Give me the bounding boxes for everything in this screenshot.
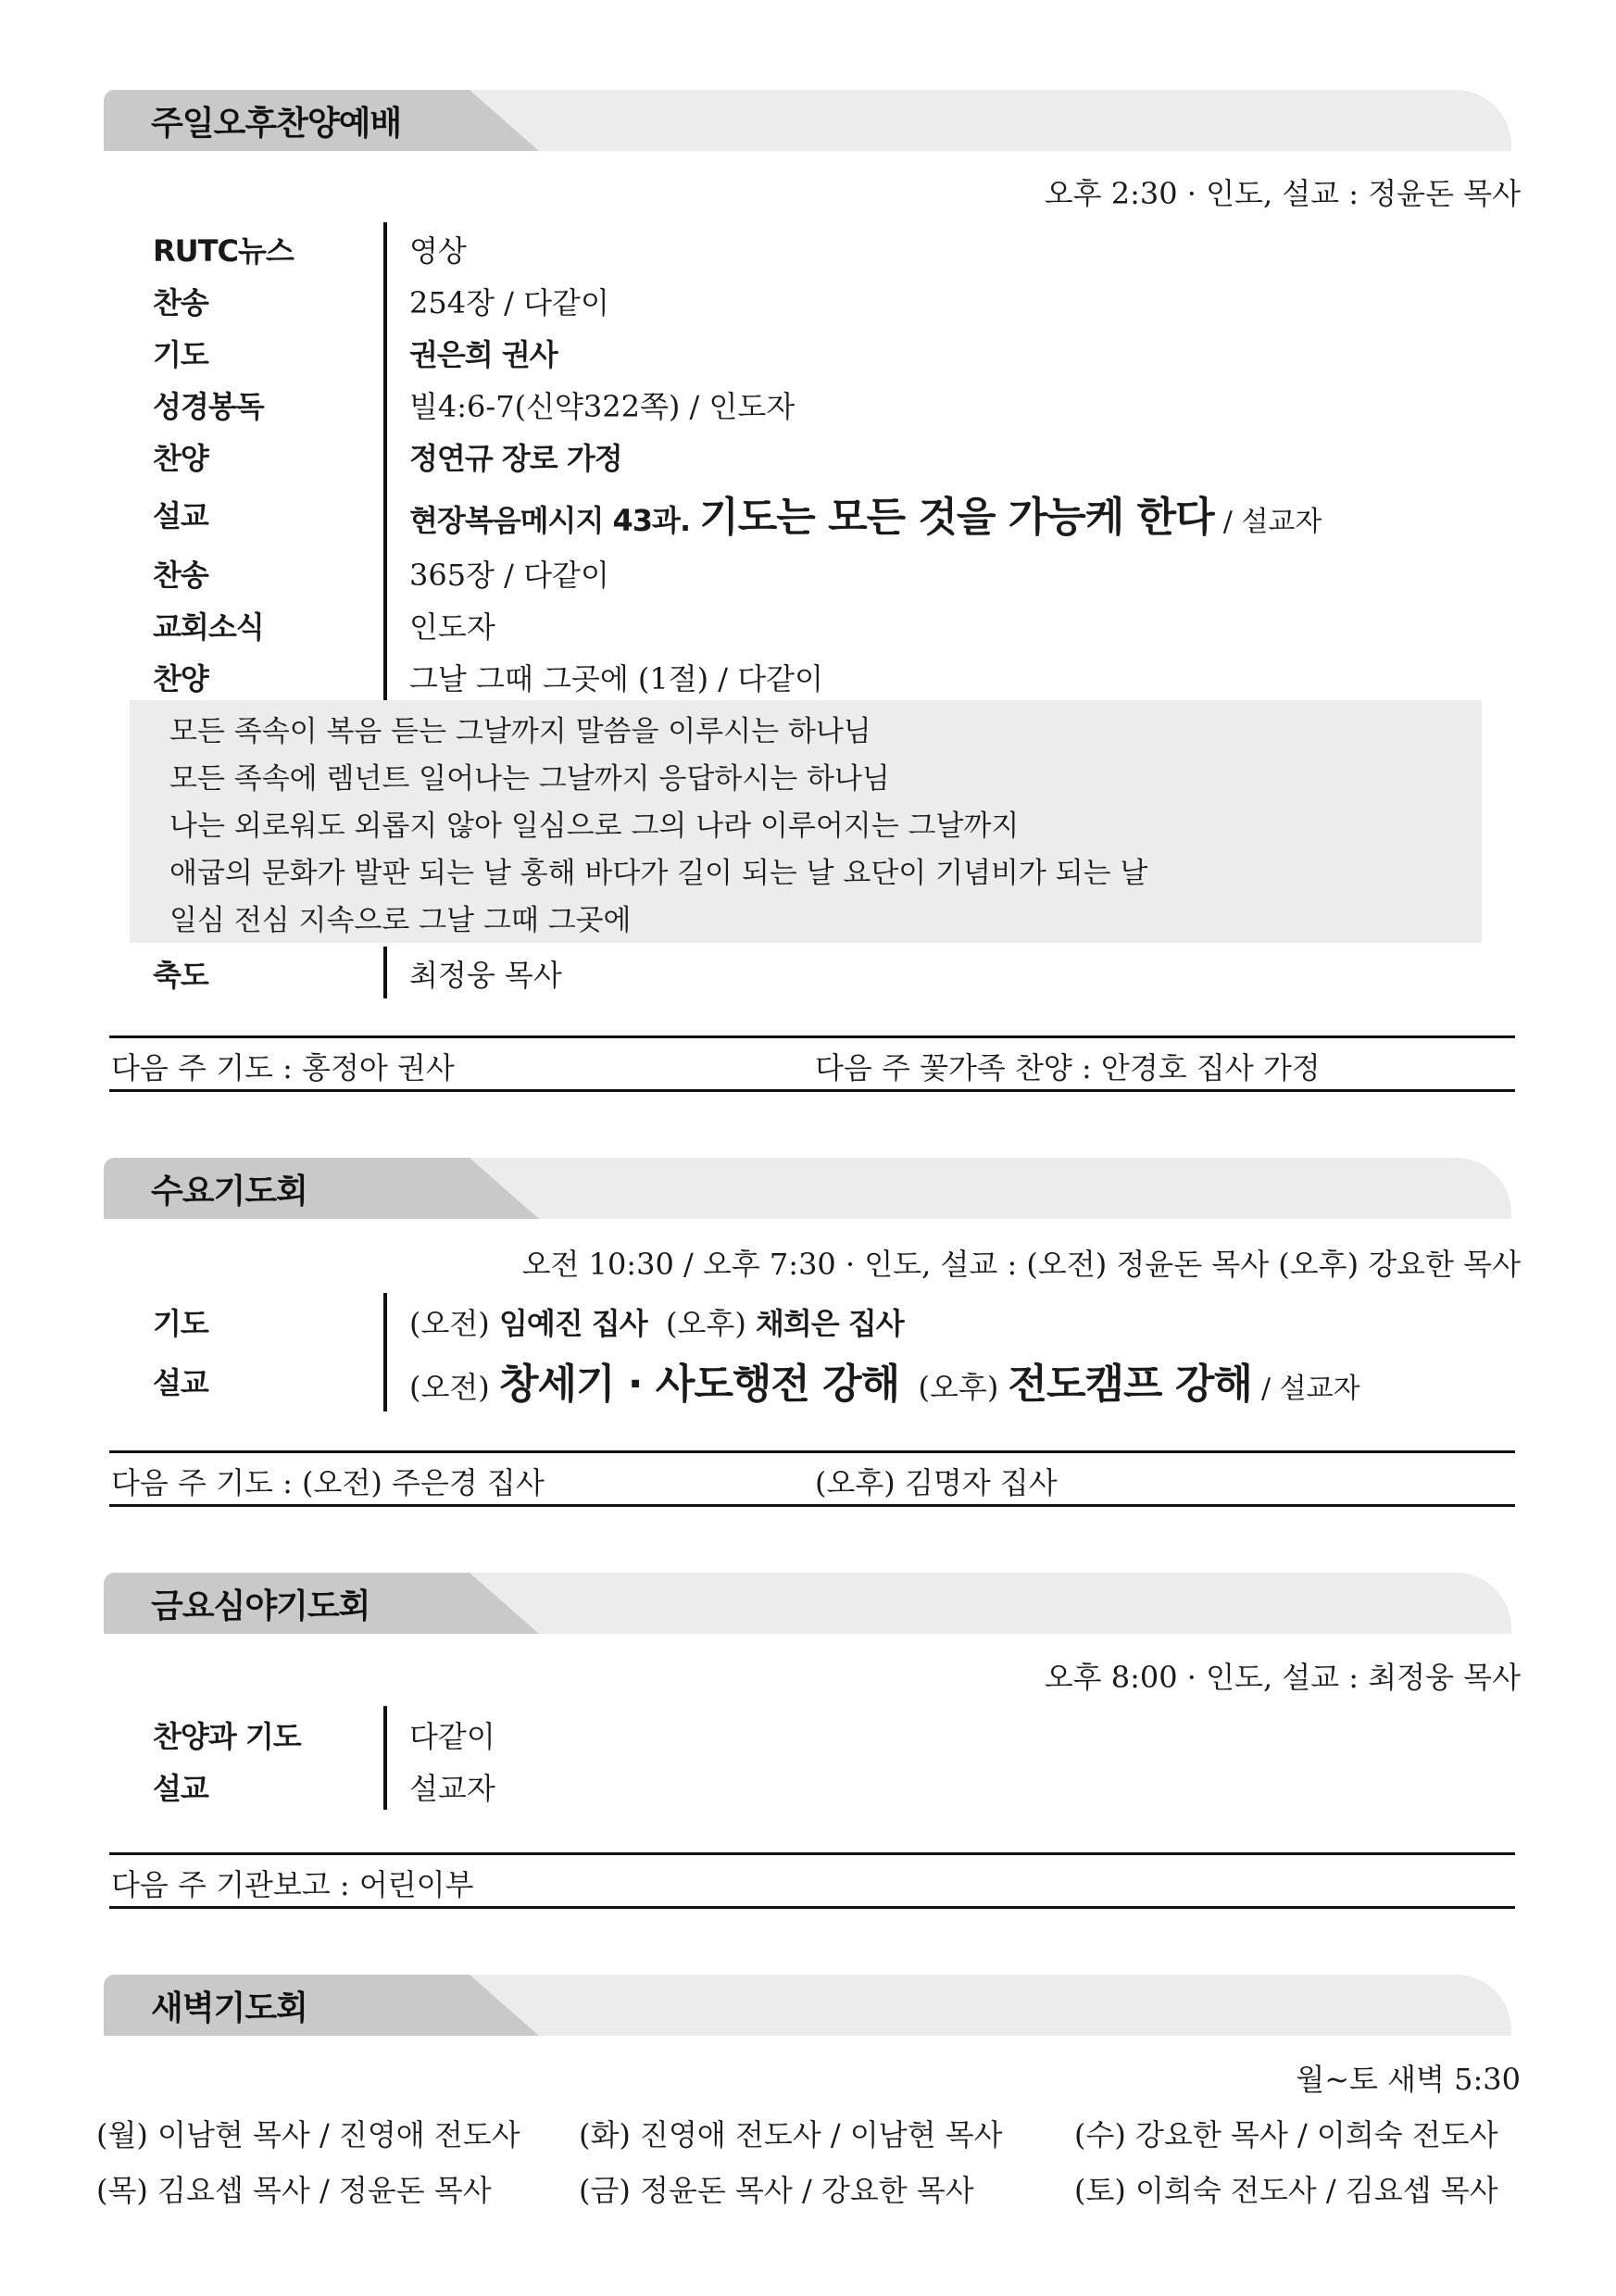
- order-label: 찬양: [153, 441, 208, 476]
- next-week-prayer: 다음 주 기도 : (오전) 주은경 집사: [111, 1465, 545, 1500]
- section-title: 수요기도회: [151, 1173, 307, 1211]
- am-tag: (오전): [409, 1306, 490, 1341]
- order-label: 설교: [153, 1771, 208, 1806]
- bottom-rule: [109, 1906, 1515, 1909]
- lyric-line: 모든 족속이 복음 듣는 그날까지 말씀을 이루시는 하나님: [169, 715, 871, 748]
- order-label: 기도: [153, 1306, 208, 1341]
- service-meta: 오후 2:30 · 인도, 설교 : 정윤돈 목사: [1044, 176, 1521, 211]
- dawn-schedule-thu: (목) 김요셉 목사 / 정윤돈 목사: [96, 2173, 492, 2208]
- sermon-series: 현장복음메시지 43과.: [409, 503, 691, 538]
- order-value: 설교자: [409, 1771, 495, 1806]
- order-value: 정연규 장로 가정: [409, 441, 622, 476]
- dawn-schedule-mon: (월) 이남현 목사 / 진영애 전도사: [96, 2117, 520, 2152]
- prayer-am: 임예진 집사: [498, 1306, 647, 1341]
- prayer-pm: 채희은 집사: [755, 1306, 904, 1341]
- section-title: 새벽기도회: [151, 1989, 307, 2027]
- order-value: 빌4:6-7(신약322쪽) / 인도자: [409, 389, 795, 424]
- order-label: 설교: [153, 1365, 208, 1400]
- order-label: 찬송: [153, 558, 208, 593]
- order-value: 인도자: [409, 609, 495, 645]
- top-rule: [109, 1852, 1515, 1855]
- order-label: 기도: [153, 337, 208, 372]
- section-title: 주일오후찬양예배: [151, 105, 402, 143]
- order-label: 교회소식: [153, 609, 264, 645]
- lyric-line: 애굽의 문화가 발판 되는 날 홍해 바다가 길이 되는 날 요단이 기념비가 되는 날: [169, 857, 1148, 890]
- order-value: 다같이: [409, 1719, 495, 1754]
- dawn-schedule-fri: (금) 정윤돈 목사 / 강요한 목사: [579, 2173, 974, 2208]
- service-meta: 오전 10:30 / 오후 7:30 · 인도, 설교 : (오전) 정윤돈 목사 (오후) 강요한 목사: [521, 1247, 1521, 1282]
- dawn-schedule-wed: (수) 강요한 목사 / 이희숙 전도사: [1074, 2117, 1498, 2152]
- next-week-prayer: 다음 주 기도 : 홍정아 권사: [111, 1050, 455, 1085]
- lyric-line: 나는 외로워도 외롭지 않아 일심으로 그의 나라 이루어지는 그날까지: [169, 809, 1020, 843]
- order-label: 성경봉독: [153, 389, 264, 424]
- dawn-schedule-tue: (화) 진영애 전도사 / 이남현 목사: [579, 2117, 1003, 2152]
- order-label: 찬송: [153, 285, 208, 320]
- next-week-prayer-pm: (오후) 김명자 집사: [815, 1465, 1058, 1500]
- lyric-line: 모든 족속에 렘넌트 일어나는 그날까지 응답하시는 하나님: [169, 762, 890, 796]
- sermon-am: 창세기 · 사도행전 강해: [498, 1361, 900, 1408]
- pm-tag: (오후): [918, 1370, 999, 1405]
- order-divider: [383, 947, 387, 998]
- order-label: RUTC뉴스: [153, 233, 294, 269]
- sermon-tail: / 설교자: [1261, 1373, 1360, 1405]
- sermon-pm: 전도캠프 강해: [1008, 1361, 1252, 1408]
- dawn-schedule-sat: (토) 이희숙 전도사 / 김요셉 목사: [1074, 2173, 1498, 2208]
- order-label: 축도: [153, 958, 208, 993]
- order-label: 설교: [153, 498, 208, 533]
- order-divider: [383, 222, 387, 704]
- order-value: 그날 그때 그곳에 (1절) / 다같이: [409, 661, 824, 696]
- bottom-rule: [109, 1504, 1515, 1507]
- next-week-flower-praise: 다음 주 꽃가족 찬양 : 안경호 집사 가정: [815, 1050, 1321, 1085]
- order-value: 365장 / 다같이: [409, 558, 609, 593]
- section-title: 금요심야기도회: [151, 1587, 370, 1625]
- order-label: 찬양: [153, 661, 208, 696]
- service-meta: 월~토 새벽 5:30: [1296, 2062, 1521, 2097]
- order-value: 영상: [409, 233, 467, 269]
- top-rule: [109, 1035, 1515, 1038]
- sermon-title: 기도는 모든 것을 가능케 한다: [699, 494, 1214, 541]
- sermon-value: [409, 483, 1322, 543]
- order-divider: [383, 1293, 387, 1411]
- lyric-line: 일심 전심 지속으로 그날 그때 그곳에: [169, 904, 632, 937]
- order-value: 254장 / 다같이: [409, 285, 609, 320]
- order-value: 권은희 권사: [409, 337, 557, 372]
- next-week-report: 다음 주 기관보고 : 어린이부: [111, 1867, 474, 1902]
- sermon-value: [409, 1350, 1360, 1410]
- order-divider: [383, 1706, 387, 1810]
- order-label: 찬양과 기도: [153, 1719, 301, 1754]
- am-tag: (오전): [409, 1370, 490, 1405]
- prayer-value: [409, 1300, 904, 1343]
- sermon-tail: / 설교자: [1222, 506, 1322, 538]
- order-value: 최정웅 목사: [409, 958, 562, 993]
- pm-tag: (오후): [666, 1306, 746, 1341]
- top-rule: [109, 1450, 1515, 1453]
- bottom-rule: [109, 1089, 1515, 1092]
- service-meta: 오후 8:00 · 인도, 설교 : 최정웅 목사: [1044, 1660, 1521, 1695]
